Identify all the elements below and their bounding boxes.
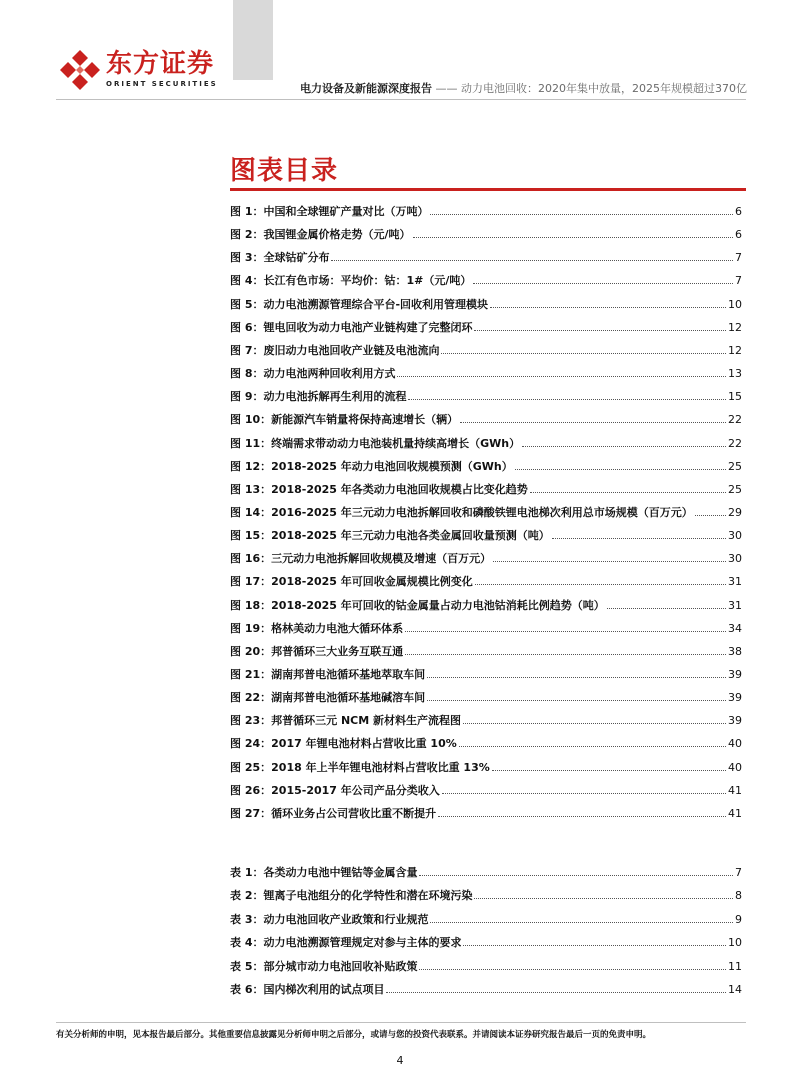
- toc-entry-page: 6: [735, 205, 742, 218]
- toc-leader-dots: [475, 572, 726, 585]
- toc-entry-page: 41: [728, 783, 742, 797]
- toc-entry-label: 图 20：邦普循环三大业务互联互通: [230, 644, 404, 658]
- toc-entry-label: 表 5：部分城市动力电池回收补贴政策: [230, 959, 418, 973]
- toc-entry[interactable]: [230, 202, 742, 220]
- toc-leader-dots: [463, 711, 726, 724]
- toc-entry[interactable]: [230, 642, 742, 660]
- toc-entry-label: 图 23：邦普循环三元 NCM 新材料生产流程图: [230, 714, 462, 728]
- toc-entry-page: 11: [728, 959, 742, 973]
- toc-entry-page: 8: [735, 889, 742, 903]
- toc-entry[interactable]: [230, 526, 742, 544]
- toc-leader-dots: [427, 665, 726, 678]
- toc-entry-page: 29: [728, 505, 742, 519]
- toc-entry-page: 40: [728, 737, 742, 751]
- toc-entry[interactable]: [230, 457, 742, 475]
- toc-entry-label: 图 14：2016-2025 年三元动力电池拆解回收和磷酸铁锂电池梯次利用总市场规模（百万元）: [230, 505, 693, 519]
- toc-title-underline: [230, 188, 746, 191]
- toc-leader-dots: [413, 225, 734, 238]
- toc-entry[interactable]: [230, 271, 742, 289]
- toc-entry-label: 图 15：2018-2025 年三元动力电池各类金属回收量预测（吨）: [230, 529, 550, 543]
- toc-entry-label: 图 2：我国锂金属价格走势（元/吨）: [230, 228, 411, 242]
- header-divider: [56, 99, 746, 100]
- toc-leader-dots: [474, 886, 733, 899]
- toc-leader-dots: [430, 910, 733, 923]
- toc-entry-page: 6: [735, 228, 742, 242]
- toc-leader-dots: [552, 526, 726, 539]
- toc-entry-label: 表 6：国内梯次利用的试点项目: [230, 983, 385, 996]
- toc-leader-dots: [405, 619, 726, 632]
- toc-entry-label: 图 16：三元动力电池拆解回收规模及增速（百万元）: [230, 552, 492, 566]
- toc-entry-page: 30: [728, 552, 742, 566]
- toc-entry[interactable]: [230, 781, 742, 799]
- toc-entry[interactable]: [230, 364, 742, 382]
- toc-entry-label: 图 24：2017 年锂电池材料占营收比重 10%: [230, 737, 457, 751]
- toc-leader-dots: [405, 642, 726, 655]
- page-number: 4: [396, 1054, 404, 1067]
- toc-entry[interactable]: [230, 503, 742, 521]
- toc-entry-page: 7: [735, 866, 742, 879]
- toc-entry[interactable]: [230, 572, 742, 590]
- toc-leader-dots: [492, 758, 726, 771]
- logo-english-name: ORIENT SECURITIES: [106, 80, 218, 88]
- toc-entry-label: 表 1：各类动力电池中锂钴等金属含量: [230, 866, 418, 879]
- toc-entry[interactable]: [230, 933, 742, 951]
- toc-leader-dots: [459, 734, 726, 747]
- toc-leader-dots: [515, 457, 726, 470]
- toc-entry-label: 图 11：终端需求带动动力电池装机量持续高增长（GWh）: [230, 436, 521, 450]
- toc-entry-page: 39: [728, 668, 742, 681]
- toc-entry[interactable]: [230, 480, 742, 498]
- toc-entry-label: 图 17：2018-2025 年可回收金属规模比例变化: [230, 575, 473, 589]
- toc-entry-label: 图 1：中国和全球锂矿产量对比（万吨）: [230, 205, 429, 218]
- toc-leader-dots: [331, 248, 733, 261]
- orient-logo-icon: [58, 48, 102, 92]
- toc-entry-label: 图 10：新能源汽车销量将保持高速增长（辆）: [230, 413, 459, 427]
- toc-entry[interactable]: [230, 665, 742, 683]
- toc-leader-dots: [490, 295, 726, 308]
- header-separator: ——: [435, 82, 458, 95]
- toc-leader-dots: [473, 271, 733, 284]
- toc-entry-page: 13: [728, 367, 742, 381]
- toc-title: 图表目录: [230, 156, 339, 186]
- toc-entry[interactable]: [230, 549, 742, 567]
- toc-leader-dots: [430, 202, 733, 215]
- toc-entry[interactable]: [230, 886, 742, 904]
- toc-entry-label: 图 12：2018-2025 年动力电池回收规模预测（GWh）: [230, 459, 513, 473]
- toc-leader-dots: [607, 596, 726, 609]
- toc-entry[interactable]: [230, 596, 742, 614]
- toc-entry[interactable]: [230, 957, 742, 975]
- toc-entry-label: 图 13：2018-2025 年各类动力电池回收规模占比变化趋势: [230, 482, 528, 496]
- toc-leader-dots: [441, 341, 726, 354]
- toc-entry-label: 图 8：动力电池两种回收利用方式: [230, 367, 396, 381]
- toc-entry-page: 39: [728, 691, 742, 705]
- toc-entry[interactable]: [230, 863, 742, 881]
- toc-entry[interactable]: [230, 804, 742, 822]
- toc-entry-page: 22: [728, 413, 742, 427]
- toc-entry-page: 10: [728, 297, 742, 311]
- toc-entry-page: 25: [728, 482, 742, 496]
- toc-entry[interactable]: [230, 318, 742, 336]
- toc-leader-dots: [460, 410, 726, 423]
- toc-entry-label: 图 19：格林美动力电池大循环体系: [230, 621, 404, 635]
- toc-entry-label: 图 7：废旧动力电池回收产业链及电池流向: [230, 343, 440, 357]
- company-logo: [58, 48, 218, 96]
- toc-entry[interactable]: [230, 434, 742, 452]
- toc-leader-dots: [438, 804, 726, 817]
- toc-entry-label: 图 18：2018-2025 年可回收的钴金属量占动力电池钴消耗比例趋势（吨）: [230, 598, 605, 612]
- toc-leader-dots: [522, 434, 726, 447]
- footer-divider: [56, 1022, 746, 1023]
- toc-leader-dots: [397, 364, 726, 377]
- toc-entry-page: 30: [728, 529, 742, 543]
- toc-leader-dots: [442, 781, 726, 794]
- toc-entry[interactable]: [230, 688, 742, 706]
- footer-disclaimer: 有关分析师的申明，见本报告最后部分。其他重要信息披露见分析师申明之后部分，或请与您的投资代表联系。并请阅读本证券研究报告最后一页的免责申明。: [56, 1030, 652, 1040]
- report-type: 电力设备及新能源深度报告: [300, 82, 432, 95]
- toc-entry-page: 14: [728, 983, 742, 996]
- toc-entry-page: 31: [728, 598, 742, 612]
- toc-entry-page: 12: [728, 320, 742, 334]
- toc-entry-page: 15: [728, 390, 742, 404]
- header-gray-block: [233, 0, 273, 80]
- toc-entry[interactable]: [230, 910, 742, 928]
- toc-entry[interactable]: [230, 225, 742, 243]
- toc-leader-dots: [463, 933, 726, 946]
- toc-entry[interactable]: [230, 341, 742, 359]
- toc-entry[interactable]: [230, 758, 742, 776]
- toc-entry[interactable]: [230, 295, 742, 313]
- logo-chinese-name: 东方证券: [106, 49, 215, 79]
- toc-entry-label: 图 21：湖南邦普电池循环基地萃取车间: [230, 668, 426, 681]
- toc-leader-dots: [695, 503, 726, 516]
- toc-entry[interactable]: [230, 711, 742, 729]
- toc-entry-page: 7: [735, 251, 742, 265]
- toc-leader-dots: [386, 980, 726, 993]
- toc-entry[interactable]: [230, 248, 742, 266]
- toc-entry[interactable]: [230, 980, 742, 998]
- toc-entry-page: 31: [728, 575, 742, 589]
- toc-entry-page: 38: [728, 644, 742, 658]
- toc-entry-label: 图 3：全球钴矿分布: [230, 251, 330, 265]
- toc-entry-label: 图 27：循环业务占公司营收比重不断提升: [230, 806, 437, 820]
- toc-leader-dots: [474, 318, 726, 331]
- toc-entry-page: 39: [728, 714, 742, 728]
- toc-entry-label: 图 6：锂电回收为动力电池产业链构建了完整闭环: [230, 320, 473, 334]
- toc-entry-page: 34: [728, 621, 742, 635]
- toc-entry-label: 图 9：动力电池拆解再生利用的流程: [230, 390, 407, 404]
- toc-entry[interactable]: [230, 734, 742, 752]
- toc-entry-page: 9: [735, 912, 742, 926]
- toc-entry-page: 22: [728, 436, 742, 450]
- toc-entry-label: 图 22：湖南邦普电池循环基地碱溶车间: [230, 691, 426, 705]
- toc-entry-label: 图 4：长江有色市场：平均价：钴：1#（元/吨）: [230, 274, 472, 288]
- toc-entry-label: 表 2：锂离子电池组分的化学特性和潜在环境污染: [230, 889, 473, 903]
- toc-entry-page: 10: [728, 936, 742, 950]
- toc-leader-dots: [493, 549, 726, 562]
- toc-leader-dots: [419, 957, 726, 970]
- toc-entry[interactable]: [230, 387, 742, 405]
- toc-leader-dots: [427, 688, 726, 701]
- toc-entry[interactable]: [230, 619, 742, 637]
- toc-leader-dots: [408, 387, 726, 400]
- toc-entry-label: 图 26：2015-2017 年公司产品分类收入: [230, 783, 440, 797]
- report-subtitle: 动力电池回收：2020年集中放量，2025年规模超过370亿: [461, 82, 747, 95]
- toc-entry-label: 图 25：2018 年上半年锂电池材料占营收比重 13%: [230, 760, 490, 774]
- toc-entry-label: 表 4：动力电池溯源管理规定对参与主体的要求: [230, 936, 462, 950]
- report-header: [300, 80, 745, 96]
- toc-entry[interactable]: [230, 410, 742, 428]
- toc-leader-dots: [419, 863, 733, 876]
- toc-entry-page: 41: [728, 806, 742, 820]
- toc-leader-dots: [530, 480, 726, 493]
- toc-entry-page: 25: [728, 459, 742, 473]
- toc-entry-page: 7: [735, 274, 742, 288]
- toc-entry-page: 40: [728, 760, 742, 774]
- toc-entry-label: 表 3：动力电池回收产业政策和行业规范: [230, 912, 429, 926]
- toc-entry-label: 图 5：动力电池溯源管理综合平台-回收利用管理模块: [230, 297, 489, 311]
- toc-entry-page: 12: [728, 343, 742, 357]
